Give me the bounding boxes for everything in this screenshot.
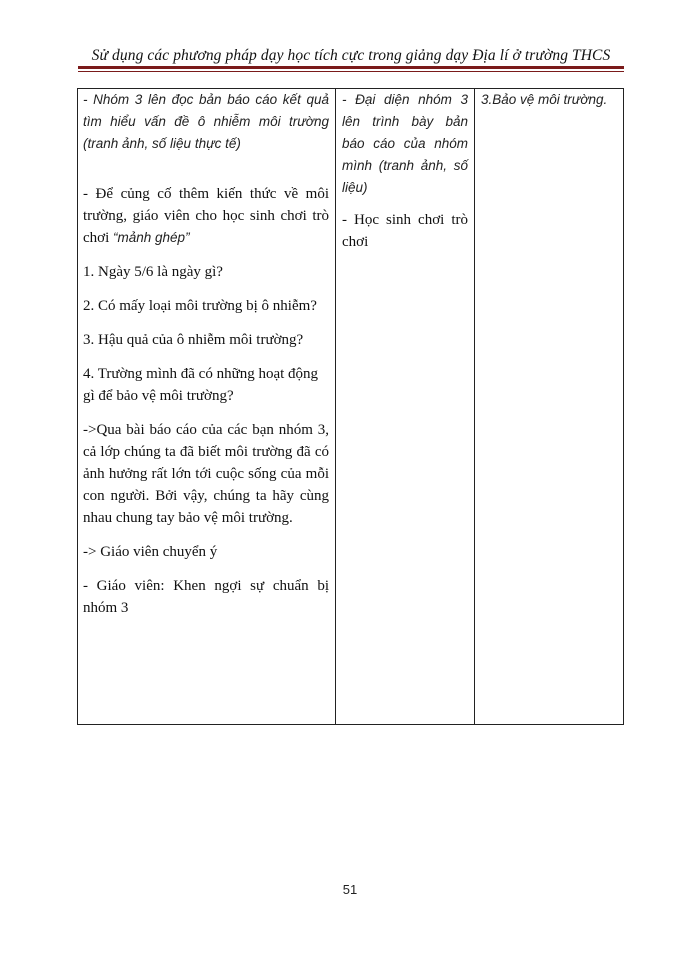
content-column [475, 89, 623, 724]
game-intro-prefix: - Để củng cố thêm kiến thức về môi trường, giáo viên cho học sinh chơi trò chơi [83, 186, 329, 246]
group3-report-text: - Nhóm 3 lên đọc bản báo cáo kết quả tìm hiểu vấn đề ô nhiễm môi trường (tranh ảnh, số liệu thực tế) [83, 92, 329, 151]
lesson-table [77, 88, 624, 725]
section-heading: 3.Bảo vệ môi trường. [481, 92, 608, 107]
students-play-text: - Học sinh chơi trò chơi [342, 212, 468, 250]
student-activity-column [336, 89, 475, 724]
praise-text: - Giáo viên: Khen ngợi sự chuẩn bị nhóm 3 [83, 578, 329, 616]
header-rule-thin [78, 71, 624, 72]
question-1: 1. Ngày 5/6 là ngày gì? [83, 264, 223, 280]
question-2: 2. Có mấy loại môi trường bị ô nhiễm? [83, 298, 317, 314]
transition-text: -> Giáo viên chuyển ý [83, 544, 218, 560]
question-3: 3. Hậu quả của ô nhiễm môi trường? [83, 332, 304, 348]
teacher-activity-column [78, 89, 336, 724]
header-rule-thick [78, 66, 624, 69]
game-name: “mảnh ghép” [113, 230, 190, 245]
game-intro-text [83, 183, 329, 249]
page-number: 51 [342, 882, 358, 897]
summary-text: ->Qua bài báo cáo của các bạn nhóm 3, cả lớp chúng ta đã biết môi trường đã có ảnh hưởng rất lớn tới cuộc sống của mỗi con người. Bởi vậy, chúng ta hãy cùng nhau chung tay bảo vệ môi trường. [83, 422, 329, 526]
page-header-title: Sử dụng các phương pháp dạy học tích cực trong giảng dạy Địa lí ở trường THCS [91, 47, 611, 64]
representative-text: - Đại diện nhóm 3 lên trình bày bản báo cáo của nhóm mình (tranh ảnh, số liệu) [342, 92, 468, 195]
question-4: 4. Trường mình đã có những hoạt động gì để bảo vệ môi trường? [83, 366, 319, 404]
